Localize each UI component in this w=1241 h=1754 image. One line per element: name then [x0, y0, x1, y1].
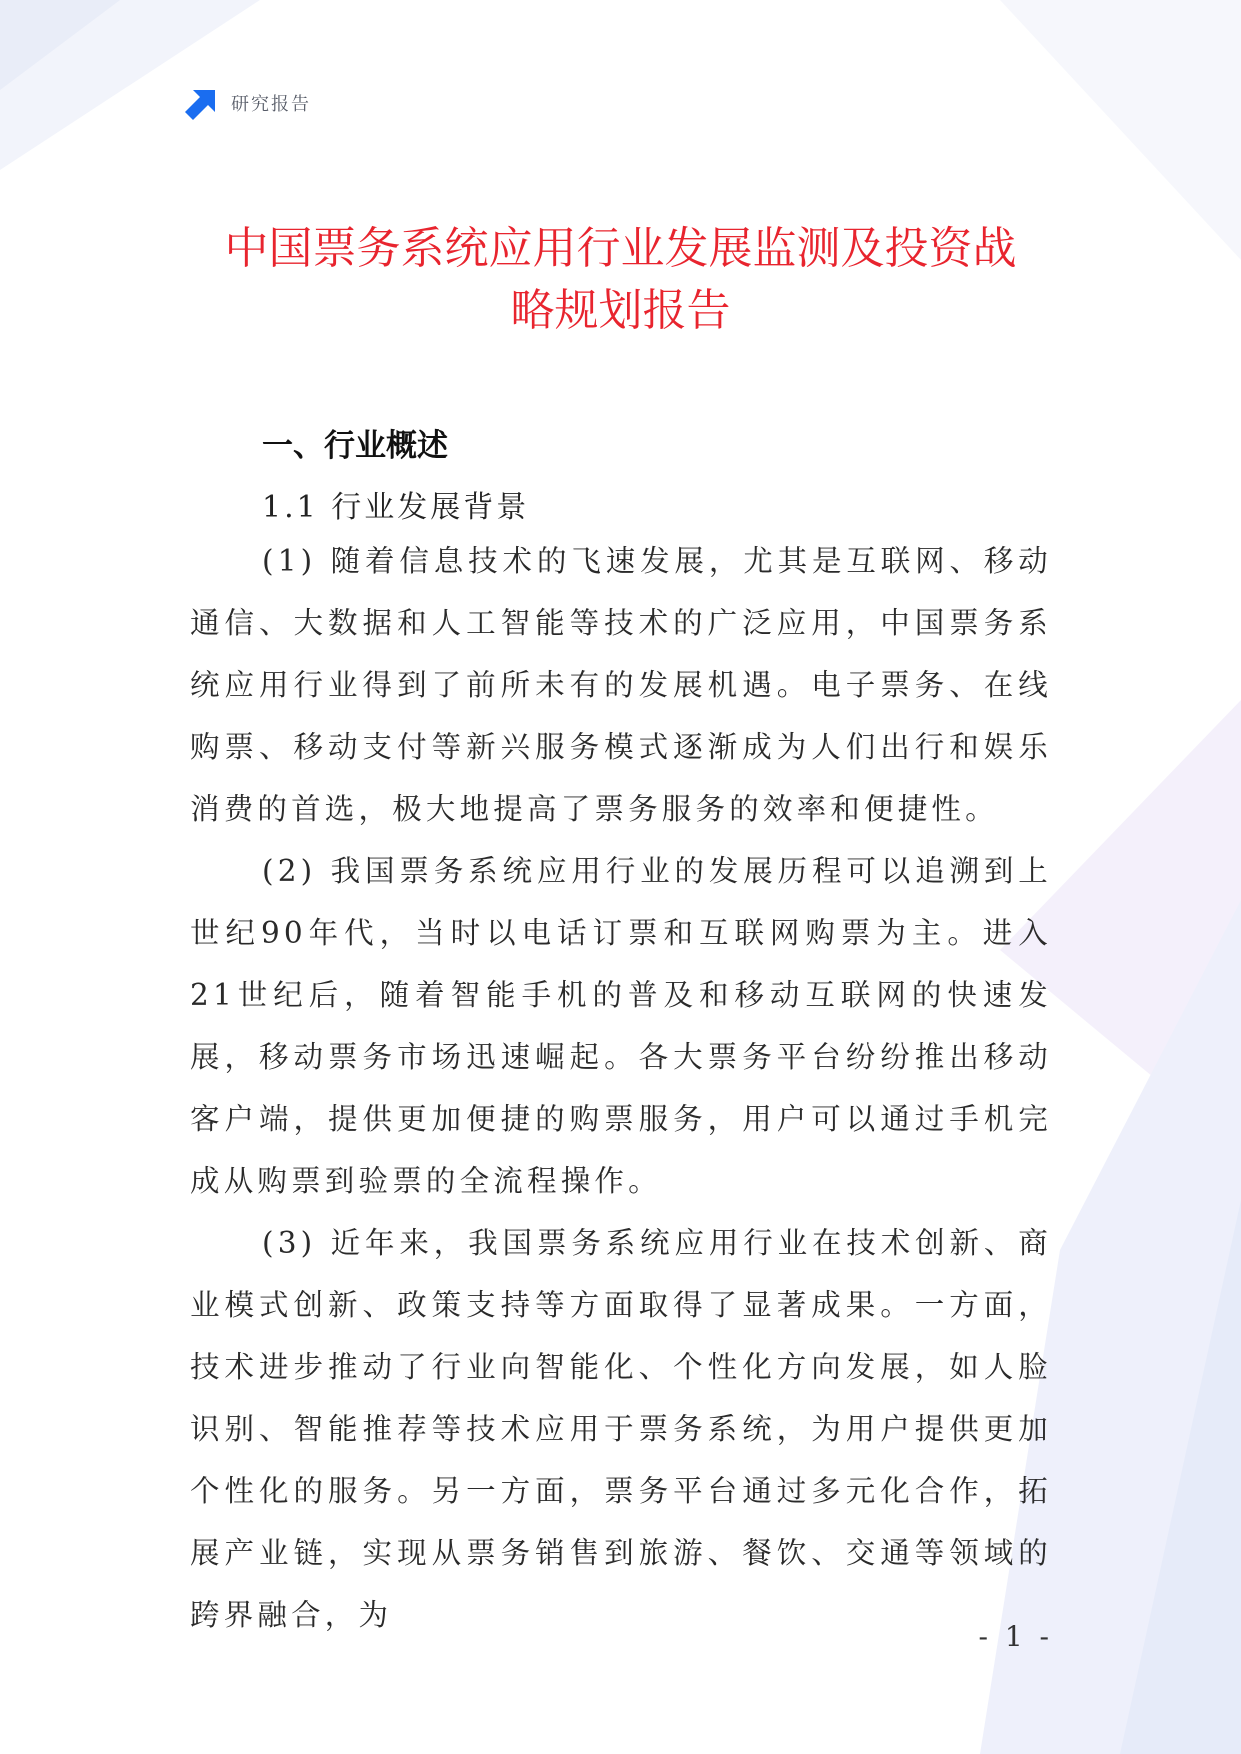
title-line-1: 中国票务系统应用行业发展监测及投资战: [224, 223, 1017, 274]
paragraph-3: (3) 近年来，我国票务系统应用行业在技术创新、商业模式创新、政策支持等方面取得了显著成果。一方面，技术进步推动了行业向智能化、个性化方向发展，如人脸识别、智能推荐等技术应用于票务系统，为用户提供更加个性化的服务。另一方面，票务平台通过多元化合作，拓展产业链，实现从票务销售到旅游、餐饮、交通等领域的跨界融合，为: [190, 1226, 1052, 1632]
report-header: [185, 86, 311, 120]
paragraph-2: (2) 我国票务系统应用行业的发展历程可以追溯到上世纪90年代，当时以电话订票和互联网购票为主。进入21世纪后，随着智能手机的普及和移动互联网的快速发展，移动票务市场迅速崛起。各大票务平台纷纷推出移动客户端，提供更加便捷的购票服务，用户可以通过手机完成从购票到验票的全流程操作。: [190, 854, 1052, 1198]
title-line-2: 略规划报告: [510, 285, 731, 336]
body-text: [190, 530, 1052, 1646]
arrow-up-right-icon: [185, 86, 219, 120]
report-title: [150, 218, 1091, 342]
header-label: 研究报告: [231, 94, 311, 115]
paragraph-1: (1) 随着信息技术的飞速发展，尤其是互联网、移动通信、大数据和人工智能等技术的广泛应用，中国票务系统应用行业得到了前所未有的发展机遇。电子票务、在线购票、移动支付等新兴服务模式逐渐成为人们出行和娱乐消费的首选，极大地提高了票务服务的效率和便捷性。: [190, 544, 1052, 826]
page-number: - 1 -: [978, 1620, 1053, 1653]
section-heading: 一、行业概述: [262, 428, 448, 464]
subsection-heading: 1.1 行业发展背景: [262, 490, 530, 525]
